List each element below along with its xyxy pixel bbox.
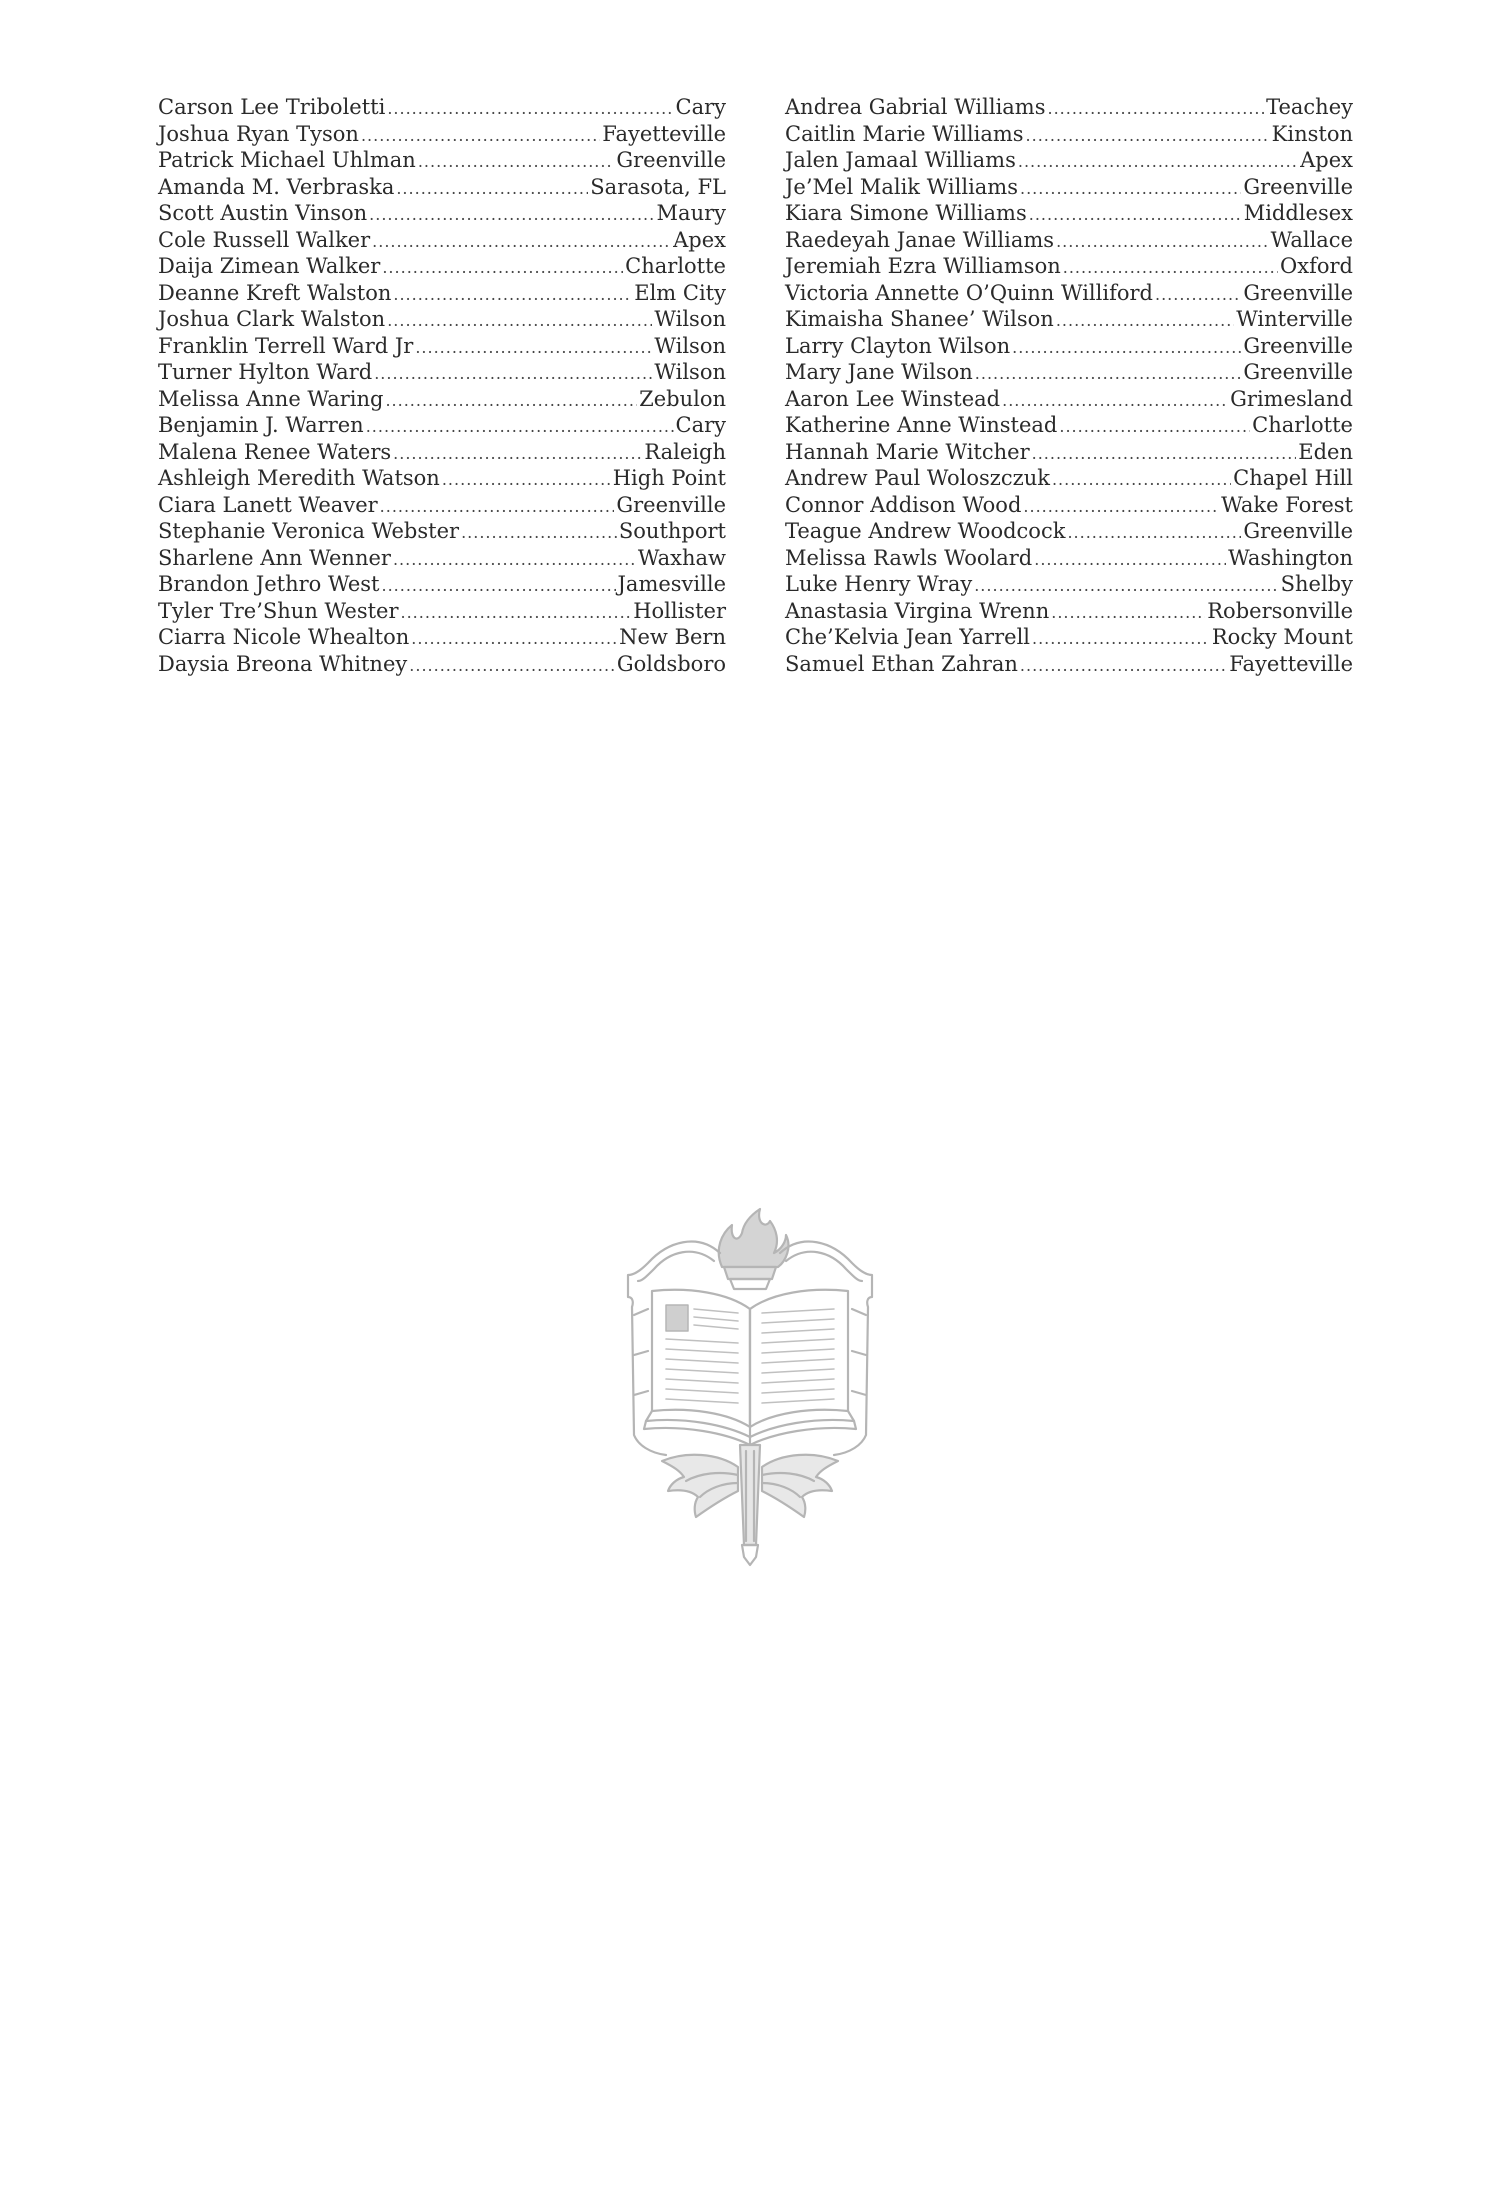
graduate-name: Scott Austin Vinson (158, 201, 368, 225)
hometown: Wake Forest (1221, 492, 1353, 517)
dot-leader (1155, 282, 1241, 309)
list-item (785, 492, 1353, 519)
hometown: Jamesville (617, 572, 726, 596)
dot-leader (393, 547, 636, 574)
graduate-name: Mary Jane Wilson (785, 360, 973, 384)
list-item (158, 200, 726, 227)
dot-leader (1026, 123, 1270, 150)
list-item (158, 545, 726, 572)
dot-leader (1063, 255, 1278, 282)
list-item (785, 253, 1353, 280)
hometown: Teachey (1266, 95, 1353, 119)
graduate-name: Samuel Ethan Zahran (785, 651, 1018, 676)
list-item (158, 624, 726, 651)
list-item (158, 598, 726, 625)
list-item (158, 174, 726, 201)
list-item (158, 253, 726, 280)
dot-leader (975, 361, 1242, 388)
hometown: Eden (1298, 439, 1353, 464)
dot-leader (415, 335, 652, 362)
dot-leader (393, 441, 642, 468)
dot-leader (393, 282, 632, 309)
hometown: Cary (675, 95, 726, 119)
graduate-name: Brandon Jethro West (158, 572, 380, 596)
list-item (785, 439, 1353, 466)
dot-leader (1032, 441, 1297, 468)
hometown: Rocky Mount (1211, 625, 1353, 649)
dot-leader (1020, 176, 1241, 203)
hometown: Shelby (1280, 572, 1353, 596)
hometown: Elm City (634, 280, 726, 305)
graduate-name: Melissa Rawls Woolard (785, 545, 1033, 570)
dot-leader (442, 467, 611, 494)
list-item (158, 306, 726, 333)
right-name-column (785, 94, 1353, 677)
hometown: Charlotte (1252, 413, 1353, 437)
hometown: Sarasota, FL (590, 174, 726, 199)
dot-leader (1023, 494, 1219, 521)
dot-leader (418, 149, 615, 176)
dot-leader (382, 255, 623, 282)
hometown: Greenville (1243, 174, 1353, 199)
graduate-name: Ciara Lanett Weaver (158, 492, 378, 517)
dot-leader (409, 653, 615, 680)
hometown: Greenville (616, 148, 726, 172)
hometown: Grimesland (1230, 386, 1353, 411)
hometown: Cary (675, 413, 726, 437)
list-item (158, 94, 726, 121)
dot-leader (401, 600, 632, 627)
list-item (785, 121, 1353, 148)
dot-leader (1056, 229, 1269, 256)
hometown: Wilson (654, 307, 726, 331)
list-item (785, 147, 1353, 174)
graduate-name: Benjamin J. Warren (158, 413, 364, 437)
dot-leader (1029, 202, 1242, 229)
list-item (785, 306, 1353, 333)
dot-leader (1051, 600, 1205, 627)
list-item (158, 518, 726, 545)
dot-leader (1052, 467, 1231, 494)
graduate-name: Victoria Annette O’Quinn Williford (785, 280, 1153, 305)
list-item (785, 624, 1353, 651)
graduate-name: Joshua Ryan Tyson (158, 121, 359, 146)
graduate-name: Andrew Paul Woloszczuk (785, 466, 1050, 490)
graduate-name: Caitlin Marie Williams (785, 121, 1024, 146)
graduate-name: Sharlene Ann Wenner (158, 545, 391, 570)
graduate-name: Che’Kelvia Jean Yarrell (785, 625, 1030, 649)
graduate-name: Kiara Simone Williams (785, 201, 1027, 225)
graduate-name: Andrea Gabrial Williams (785, 95, 1046, 119)
graduate-name: Malena Renee Waters (158, 439, 392, 464)
list-item (785, 518, 1353, 545)
hometown: Goldsboro (616, 651, 726, 676)
hometown: Southport (618, 519, 726, 543)
list-item (785, 280, 1353, 307)
graduate-name: Melissa Anne Waring (158, 386, 384, 411)
graduate-name: Raedeyah Janae Williams (785, 227, 1055, 252)
list-item (785, 333, 1353, 360)
graduate-name: Luke Henry Wray (785, 572, 973, 596)
graduate-name: Daija Zimean Walker (158, 254, 381, 278)
graduate-name: Stephanie Veronica Webster (158, 519, 460, 543)
graduate-name: Larry Clayton Wilson (785, 333, 1011, 358)
graduate-name: Aaron Lee Winstead (785, 386, 1001, 411)
dot-leader (385, 388, 637, 415)
list-item (785, 651, 1353, 678)
graduate-name: Carson Lee Triboletti (158, 95, 386, 119)
graduate-name: Kimaisha Shanee’ Wilson (785, 307, 1054, 331)
hometown: Fayetteville (1229, 651, 1353, 676)
open-book-icon (644, 1290, 856, 1445)
hometown: Wallace (1270, 227, 1353, 252)
list-item (785, 359, 1353, 386)
graduate-name: Hannah Marie Witcher (785, 439, 1030, 464)
dot-leader (1012, 335, 1241, 362)
list-item (158, 571, 726, 598)
torch-book-wings-emblem-icon (610, 1205, 890, 1575)
hometown: Kinston (1271, 121, 1353, 146)
dot-leader (372, 229, 671, 256)
list-item (785, 598, 1353, 625)
hometown: Apex (673, 227, 726, 252)
graduate-name: Tyler Tre’Shun Wester (158, 598, 399, 623)
dot-leader (361, 123, 600, 150)
hometown: Waxhaw (637, 545, 726, 570)
list-item (158, 386, 726, 413)
hometown: Middlesex (1243, 201, 1353, 225)
graduate-name: Jalen Jamaal Williams (785, 148, 1016, 172)
hometown: Zebulon (639, 386, 726, 411)
dot-leader (369, 202, 654, 229)
list-item (158, 121, 726, 148)
graduate-name: Deanne Kreft Walston (158, 280, 392, 305)
graduate-name: Ashleigh Meredith Watson (158, 466, 440, 490)
list-item (785, 200, 1353, 227)
hometown: Wilson (654, 360, 726, 384)
list-item (785, 412, 1353, 439)
dot-leader (1048, 96, 1265, 123)
list-item (785, 227, 1353, 254)
graduate-name: Patrick Michael Uhlman (158, 148, 416, 172)
hometown: New Bern (619, 625, 726, 649)
list-item (785, 571, 1353, 598)
hometown: Hollister (633, 598, 726, 623)
list-item (785, 545, 1353, 572)
dot-leader (1056, 308, 1234, 335)
left-name-column (158, 94, 726, 677)
hometown: Raleigh (644, 439, 726, 464)
hometown: Chapel Hill (1233, 466, 1353, 490)
graduate-name: Jeremiah Ezra Williamson (785, 254, 1061, 278)
list-item (785, 94, 1353, 121)
dot-leader (381, 573, 615, 600)
hometown: Robersonville (1207, 598, 1353, 623)
graduate-name: Teague Andrew Woodcock (785, 519, 1066, 543)
graduate-name: Joshua Clark Walston (158, 307, 386, 331)
graduate-name: Amanda M. Verbraska (158, 174, 395, 199)
dot-leader (366, 414, 674, 441)
dot-leader (387, 96, 673, 123)
list-item (158, 465, 726, 492)
dot-leader (1034, 547, 1226, 574)
graduate-name: Franklin Terrell Ward Jr (158, 333, 414, 358)
hometown: Winterville (1236, 307, 1353, 331)
dot-leader (396, 176, 588, 203)
list-item (158, 492, 726, 519)
hometown: Greenville (1243, 519, 1353, 543)
dot-leader (1067, 520, 1241, 547)
graduate-name: Turner Hylton Ward (158, 360, 373, 384)
graduate-name: Je’Mel Malik Williams (785, 174, 1018, 199)
hometown: Wilson (654, 333, 726, 358)
hometown: High Point (612, 466, 726, 490)
list-item (158, 333, 726, 360)
hometown: Charlotte (625, 254, 726, 278)
hometown: Apex (1300, 148, 1353, 172)
hometown: Fayetteville (602, 121, 726, 146)
hometown: Greenville (616, 492, 726, 517)
list-item (158, 280, 726, 307)
dot-leader (1020, 653, 1227, 680)
graduate-name: Daysia Breona Whitney (158, 651, 408, 676)
hometown: Greenville (1243, 360, 1353, 384)
dot-leader (1059, 414, 1250, 441)
graduate-name: Anastasia Virgina Wrenn (785, 598, 1050, 623)
hometown: Greenville (1243, 333, 1353, 358)
hometown: Oxford (1280, 254, 1353, 278)
dot-leader (974, 573, 1278, 600)
dot-leader (1018, 149, 1298, 176)
list-item (785, 465, 1353, 492)
flame-icon (719, 1209, 789, 1289)
dot-leader (1002, 388, 1228, 415)
list-item (158, 227, 726, 254)
list-item (158, 147, 726, 174)
dot-leader (380, 494, 615, 521)
graduate-name: Cole Russell Walker (158, 227, 371, 252)
list-item (158, 412, 726, 439)
graduate-name: Katherine Anne Winstead (785, 413, 1058, 437)
list-item (785, 386, 1353, 413)
hometown: Washington (1228, 545, 1353, 570)
torch-handle-icon (740, 1445, 760, 1565)
hometown: Maury (656, 201, 726, 225)
graduate-name: Connor Addison Wood (785, 492, 1022, 517)
dot-leader (461, 520, 617, 547)
dot-leader (374, 361, 652, 388)
hometown: Greenville (1243, 280, 1353, 305)
dot-leader (387, 308, 652, 335)
list-item (158, 651, 726, 678)
list-item (158, 359, 726, 386)
dot-leader (1032, 626, 1210, 653)
list-item (158, 439, 726, 466)
list-item (785, 174, 1353, 201)
graduate-name: Ciarra Nicole Whealton (158, 625, 410, 649)
dot-leader (411, 626, 617, 653)
